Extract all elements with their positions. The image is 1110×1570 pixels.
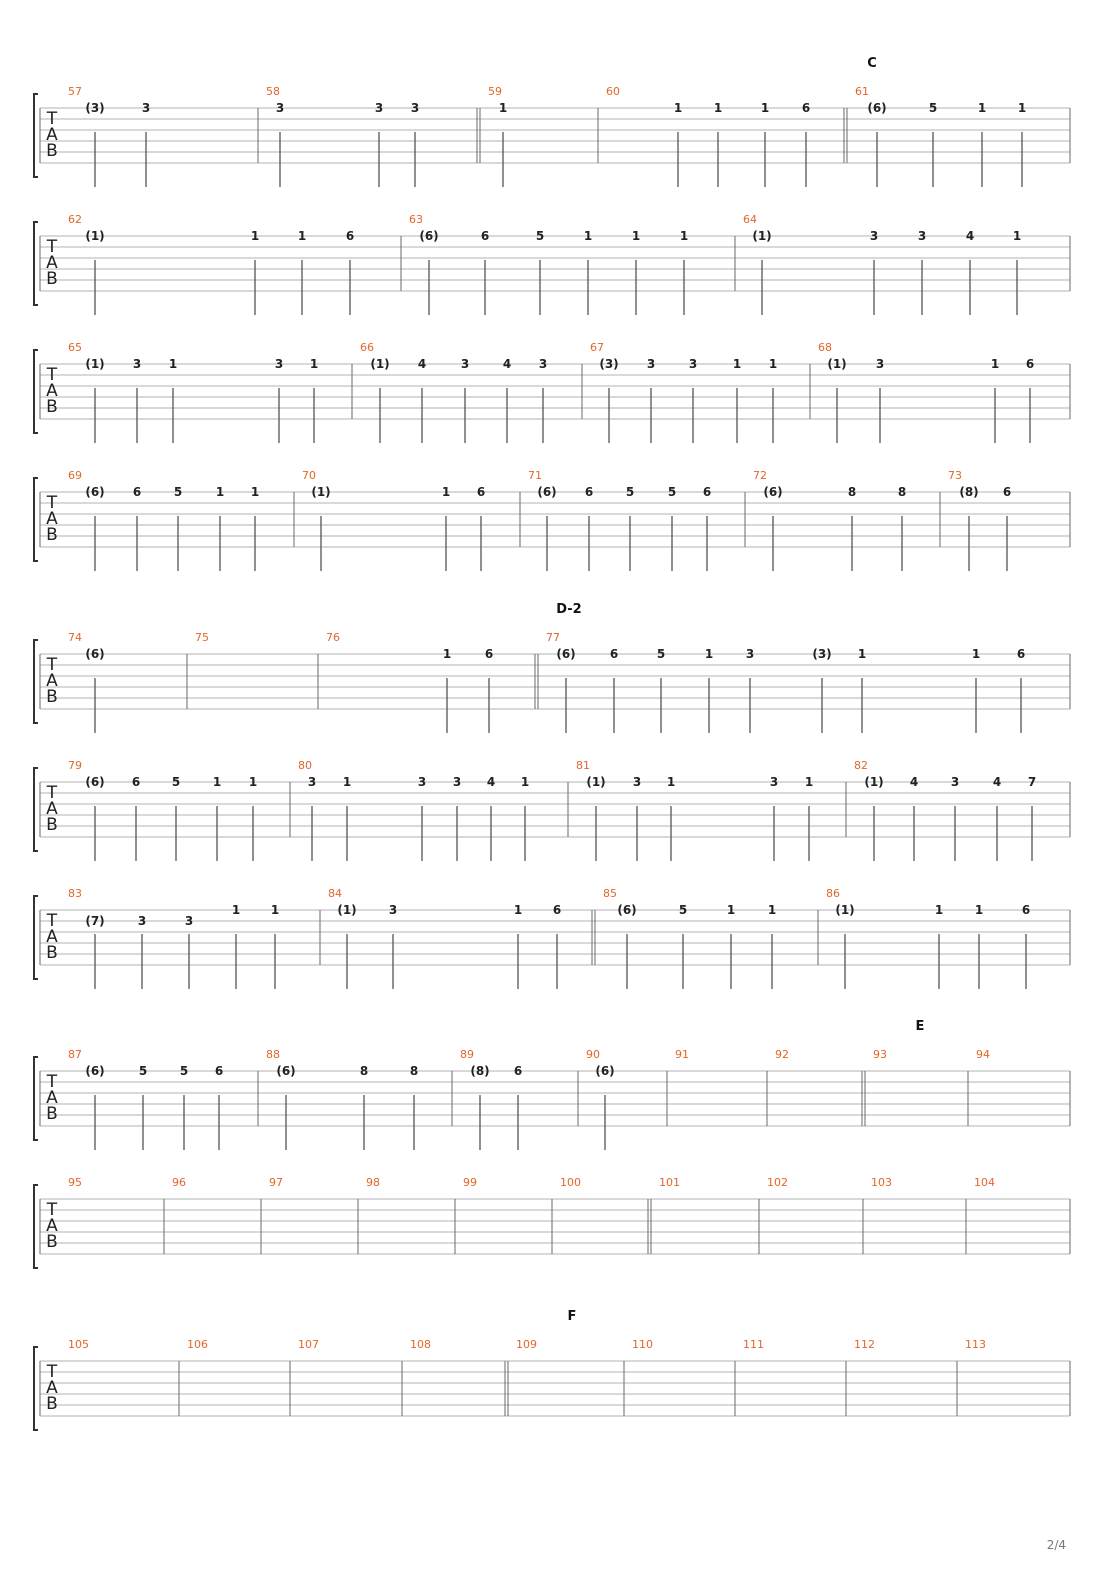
- fret-number: 1: [442, 647, 452, 661]
- fret-number: 3: [950, 775, 960, 789]
- fret-number: 5: [678, 903, 688, 917]
- tab-clef-letter: B: [46, 525, 58, 545]
- tab-clef-letter: T: [46, 1200, 58, 1220]
- section-marker: F: [567, 1309, 577, 1324]
- fret-number: 1: [977, 101, 987, 115]
- tab-clef-letter: B: [46, 815, 58, 835]
- system-bracket: [34, 222, 38, 305]
- measure-number: 102: [767, 1176, 788, 1189]
- measure-number: 110: [632, 1338, 653, 1351]
- fret-number: 3: [869, 229, 879, 243]
- fret-number: 1: [1017, 101, 1027, 115]
- fret-number: (1): [370, 357, 390, 371]
- measure-number: 106: [187, 1338, 208, 1351]
- measure-number: 105: [68, 1338, 89, 1351]
- fret-number: 3: [417, 775, 427, 789]
- fret-number: 5: [535, 229, 545, 243]
- fret-number: 5: [173, 485, 183, 499]
- fret-number: 3: [745, 647, 755, 661]
- fret-number: 1: [513, 903, 523, 917]
- fret-number: 1: [248, 775, 258, 789]
- measure-number: 74: [68, 631, 82, 644]
- measure-number: 100: [560, 1176, 581, 1189]
- tab-system: [34, 640, 1070, 733]
- fret-number: 1: [768, 357, 778, 371]
- fret-number: (6): [595, 1064, 615, 1078]
- fret-number: (6): [276, 1064, 296, 1078]
- fret-number: 1: [583, 229, 593, 243]
- section-marker: E: [915, 1019, 925, 1034]
- section-marker: D-2: [556, 602, 582, 617]
- tab-clef-letter: A: [46, 1216, 58, 1236]
- tab-clef-letter: B: [46, 1394, 58, 1414]
- fret-number: 1: [990, 357, 1000, 371]
- fret-number: 1: [726, 903, 736, 917]
- fret-number: (6): [556, 647, 576, 661]
- fret-number: 1: [767, 903, 777, 917]
- measure-number: 82: [854, 759, 868, 772]
- measure-number: 90: [586, 1048, 600, 1061]
- fret-number: 1: [520, 775, 530, 789]
- fret-number: 6: [480, 229, 490, 243]
- fret-number: 6: [1021, 903, 1031, 917]
- fret-number: 1: [713, 101, 723, 115]
- fret-number: (6): [867, 101, 887, 115]
- fret-number: 3: [917, 229, 927, 243]
- measure-number: 95: [68, 1176, 82, 1189]
- measure-number: 75: [195, 631, 209, 644]
- measure-number: 68: [818, 341, 832, 354]
- measure-number: 58: [266, 85, 280, 98]
- measure-number: 77: [546, 631, 560, 644]
- fret-number: (7): [85, 914, 105, 928]
- fret-number: 3: [132, 357, 142, 371]
- fret-number: 1: [631, 229, 641, 243]
- tab-system: [34, 94, 1070, 187]
- tab-clef-letter: T: [46, 109, 58, 129]
- fret-number: (1): [311, 485, 331, 499]
- fret-number: 3: [875, 357, 885, 371]
- fret-number: 1: [1012, 229, 1022, 243]
- measure-number: 60: [606, 85, 620, 98]
- fret-number: 3: [646, 357, 656, 371]
- fret-number: 1: [250, 229, 260, 243]
- tab-clef-letter: A: [46, 253, 58, 273]
- measure-number: 84: [328, 887, 342, 900]
- measure-number: 64: [743, 213, 757, 226]
- measure-number: 107: [298, 1338, 319, 1351]
- system-bracket: [34, 478, 38, 561]
- tab-clef-letter: A: [46, 125, 58, 145]
- fret-number: 3: [460, 357, 470, 371]
- measure-number: 91: [675, 1048, 689, 1061]
- tab-clef-letter: B: [46, 1232, 58, 1252]
- fret-number: 4: [992, 775, 1002, 789]
- measure-number: 59: [488, 85, 502, 98]
- fret-number: 4: [909, 775, 919, 789]
- system-bracket: [34, 1057, 38, 1140]
- fret-number: 1: [673, 101, 683, 115]
- system-bracket: [34, 350, 38, 433]
- measure-number: 69: [68, 469, 82, 482]
- tab-system: [34, 1347, 1070, 1430]
- fret-number: (3): [599, 357, 619, 371]
- fret-number: 1: [231, 903, 241, 917]
- tab-clef-letter: A: [46, 1378, 58, 1398]
- fret-number: (6): [763, 485, 783, 499]
- measure-number: 61: [855, 85, 869, 98]
- tab-system: [34, 350, 1070, 443]
- fret-number: 1: [215, 485, 225, 499]
- fret-number: 6: [132, 485, 142, 499]
- fret-number: (8): [470, 1064, 490, 1078]
- fret-number: 1: [297, 229, 307, 243]
- fret-number: 5: [171, 775, 181, 789]
- tab-clef-letter: T: [46, 493, 58, 513]
- tab-clef-letter: T: [46, 911, 58, 931]
- fret-number: 6: [702, 485, 712, 499]
- fret-number: 1: [168, 357, 178, 371]
- measure-number: 92: [775, 1048, 789, 1061]
- fret-number: 3: [307, 775, 317, 789]
- measure-number: 101: [659, 1176, 680, 1189]
- fret-number: 3: [632, 775, 642, 789]
- fret-number: 5: [625, 485, 635, 499]
- measure-number: 81: [576, 759, 590, 772]
- tab-clef-letter: T: [46, 1072, 58, 1092]
- fret-number: 6: [1002, 485, 1012, 499]
- measure-number: 93: [873, 1048, 887, 1061]
- measure-number: 98: [366, 1176, 380, 1189]
- fret-number: 1: [212, 775, 222, 789]
- system-bracket: [34, 94, 38, 177]
- fret-number: 4: [417, 357, 427, 371]
- fret-number: 3: [141, 101, 151, 115]
- fret-number: 6: [801, 101, 811, 115]
- measure-number: 67: [590, 341, 604, 354]
- measure-number: 112: [854, 1338, 875, 1351]
- fret-number: 3: [274, 357, 284, 371]
- fret-number: 3: [374, 101, 384, 115]
- tab-clef-letter: B: [46, 397, 58, 417]
- fret-number: (8): [959, 485, 979, 499]
- fret-number: 1: [974, 903, 984, 917]
- measure-number: 111: [743, 1338, 764, 1351]
- measure-number: 97: [269, 1176, 283, 1189]
- fret-number: (1): [827, 357, 847, 371]
- fret-number: 5: [179, 1064, 189, 1078]
- fret-number: 6: [1025, 357, 1035, 371]
- measure-number: 85: [603, 887, 617, 900]
- fret-number: (3): [85, 101, 105, 115]
- fret-number: 1: [441, 485, 451, 499]
- fret-number: 1: [309, 357, 319, 371]
- tab-clef-letter: B: [46, 943, 58, 963]
- tab-clef-letter: A: [46, 1088, 58, 1108]
- fret-number: 6: [214, 1064, 224, 1078]
- tab-clef-letter: B: [46, 687, 58, 707]
- measure-number: 72: [753, 469, 767, 482]
- fret-number: 1: [270, 903, 280, 917]
- measure-number: 63: [409, 213, 423, 226]
- tab-clef-letter: B: [46, 1104, 58, 1124]
- fret-number: 6: [345, 229, 355, 243]
- fret-number: 6: [513, 1064, 523, 1078]
- fret-number: 5: [667, 485, 677, 499]
- fret-number: 8: [359, 1064, 369, 1078]
- fret-number: 6: [584, 485, 594, 499]
- measure-number: 86: [826, 887, 840, 900]
- tab-clef-letter: T: [46, 655, 58, 675]
- measure-number: 62: [68, 213, 82, 226]
- fret-number: 3: [388, 903, 398, 917]
- measure-number: 109: [516, 1338, 537, 1351]
- tab-system: [34, 1057, 1070, 1150]
- fret-number: 3: [410, 101, 420, 115]
- measure-number: 108: [410, 1338, 431, 1351]
- tab-clef-letter: T: [46, 783, 58, 803]
- tab-clef-letter: A: [46, 799, 58, 819]
- measure-number: 66: [360, 341, 374, 354]
- fret-number: 4: [502, 357, 512, 371]
- measure-number: 89: [460, 1048, 474, 1061]
- fret-number: (1): [337, 903, 357, 917]
- measure-number: 104: [974, 1176, 995, 1189]
- fret-number: 3: [137, 914, 147, 928]
- tab-clef-letter: B: [46, 141, 58, 161]
- fret-number: (6): [617, 903, 637, 917]
- measure-number: 83: [68, 887, 82, 900]
- fret-number: (1): [85, 229, 105, 243]
- fret-number: 1: [498, 101, 508, 115]
- system-bracket: [34, 896, 38, 979]
- fret-number: (6): [537, 485, 557, 499]
- fret-number: (1): [835, 903, 855, 917]
- fret-number: 1: [934, 903, 944, 917]
- tab-clef-letter: T: [46, 237, 58, 257]
- fret-number: (6): [85, 647, 105, 661]
- measure-number: 88: [266, 1048, 280, 1061]
- measure-number: 94: [976, 1048, 990, 1061]
- fret-number: 3: [538, 357, 548, 371]
- page-number: 2/4: [1046, 1538, 1066, 1552]
- fret-number: 1: [804, 775, 814, 789]
- fret-number: (1): [85, 357, 105, 371]
- fret-number: 5: [656, 647, 666, 661]
- measure-number: 65: [68, 341, 82, 354]
- measure-number: 73: [948, 469, 962, 482]
- measure-number: 80: [298, 759, 312, 772]
- fret-number: 3: [184, 914, 194, 928]
- system-bracket: [34, 640, 38, 723]
- measure-number: 76: [326, 631, 340, 644]
- fret-number: 1: [250, 485, 260, 499]
- tab-clef-letter: A: [46, 509, 58, 529]
- tab-system: [34, 222, 1070, 315]
- tab-clef-letter: A: [46, 927, 58, 947]
- fret-number: (6): [419, 229, 439, 243]
- fret-number: (6): [85, 775, 105, 789]
- tab-clef-letter: T: [46, 1362, 58, 1382]
- fret-number: 8: [847, 485, 857, 499]
- fret-number: (6): [85, 485, 105, 499]
- measure-number: 79: [68, 759, 82, 772]
- tab-clef-letter: A: [46, 671, 58, 691]
- measure-number: 71: [528, 469, 542, 482]
- fret-number: (1): [586, 775, 606, 789]
- fret-number: 8: [897, 485, 907, 499]
- system-bracket: [34, 1185, 38, 1268]
- fret-number: 5: [138, 1064, 148, 1078]
- fret-number: 3: [688, 357, 698, 371]
- fret-number: 5: [928, 101, 938, 115]
- fret-number: 7: [1027, 775, 1037, 789]
- fret-number: 1: [342, 775, 352, 789]
- fret-number: (1): [752, 229, 772, 243]
- fret-number: 6: [484, 647, 494, 661]
- fret-number: 1: [971, 647, 981, 661]
- fret-number: 3: [452, 775, 462, 789]
- tab-clef-letter: B: [46, 269, 58, 289]
- system-bracket: [34, 768, 38, 851]
- fret-number: 6: [1016, 647, 1026, 661]
- fret-number: 1: [666, 775, 676, 789]
- tab-system: [34, 1185, 1070, 1268]
- fret-number: (6): [85, 1064, 105, 1078]
- fret-number: 6: [131, 775, 141, 789]
- section-marker: C: [867, 56, 877, 71]
- fret-number: 3: [769, 775, 779, 789]
- fret-number: 1: [760, 101, 770, 115]
- fret-number: 8: [409, 1064, 419, 1078]
- measure-number: 99: [463, 1176, 477, 1189]
- fret-number: 1: [732, 357, 742, 371]
- measure-number: 70: [302, 469, 316, 482]
- measure-number: 57: [68, 85, 82, 98]
- measure-number: 87: [68, 1048, 82, 1061]
- system-bracket: [34, 1347, 38, 1430]
- fret-number: 1: [679, 229, 689, 243]
- fret-number: 4: [965, 229, 975, 243]
- fret-number: 4: [486, 775, 496, 789]
- tab-clef-letter: T: [46, 365, 58, 385]
- fret-number: 6: [552, 903, 562, 917]
- fret-number: 3: [275, 101, 285, 115]
- fret-number: 1: [857, 647, 867, 661]
- measure-number: 96: [172, 1176, 186, 1189]
- fret-number: 6: [609, 647, 619, 661]
- tab-clef-letter: A: [46, 381, 58, 401]
- fret-number: 1: [704, 647, 714, 661]
- measure-number: 113: [965, 1338, 986, 1351]
- fret-number: (1): [864, 775, 884, 789]
- measure-number: 103: [871, 1176, 892, 1189]
- fret-number: 6: [476, 485, 486, 499]
- fret-number: (3): [812, 647, 832, 661]
